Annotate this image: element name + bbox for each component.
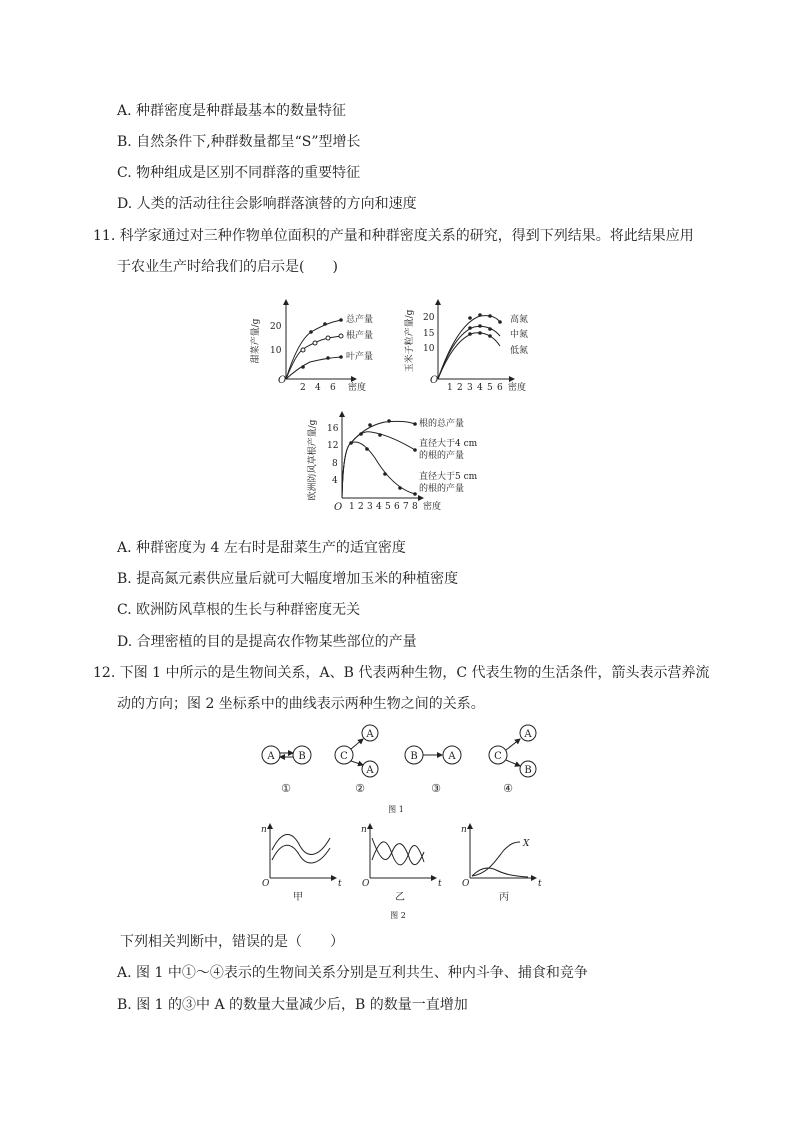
chart2-xtick: 1 — [447, 383, 453, 393]
chart3-point — [398, 486, 402, 490]
chart-beet-yield — [248, 296, 398, 396]
chart1-ytick-20: 20 — [270, 322, 282, 332]
chart2-point — [468, 332, 472, 336]
fig1-label-b: B — [410, 751, 418, 762]
fig2-origin: O — [362, 879, 370, 889]
chart3-curve-gt4cm — [342, 432, 415, 498]
chart1-point — [339, 318, 343, 322]
chart3-origin: O — [334, 502, 343, 513]
fig1-label-a: A — [366, 729, 374, 740]
chart2-point — [498, 320, 502, 324]
chart3-xtick: 4 — [376, 502, 382, 512]
q11-option-d: D. 合理密植的目的是提高农作物某些部位的产量 — [117, 634, 417, 650]
chart2-ytick-15: 15 — [423, 329, 435, 339]
chart2-point — [468, 316, 472, 320]
fig1-label-a: A — [524, 729, 532, 740]
fig2-origin: O — [262, 879, 270, 889]
chart1-origin: O — [278, 375, 287, 386]
chart2-point — [468, 326, 472, 330]
fig1-caption-1: ① — [281, 782, 291, 795]
fig1-label-c: C — [494, 751, 502, 762]
chart1-legend-root: 根产量 — [346, 331, 374, 341]
q12-stem-line1: 12. 下图 1 中所示的是生物间关系，A、B 代表两种生物，C 代表生物的生活条件，箭头表示营养流 — [93, 665, 710, 681]
chart1-point — [323, 322, 327, 326]
chart2-xtick: 4 — [477, 383, 483, 393]
chart1-point — [339, 334, 343, 338]
fig2-bing-curve-2 — [472, 868, 528, 877]
chart3-point — [359, 432, 363, 436]
q12-option-a: A. 图 1 中①～④表示的生物间关系分别是互利共生、种内斗争、捕食和竞争 — [117, 965, 588, 981]
chart3-point — [368, 423, 372, 427]
chart3-point — [378, 433, 382, 437]
fig2-axis-n: n — [361, 825, 367, 835]
fig2-yi-curve-2 — [372, 842, 424, 865]
chart3-ylabel: 欧洲防风草根产量/g — [308, 419, 318, 501]
fig1-label-a: A — [366, 765, 374, 776]
chart2-legend-mid: 中氮 — [510, 330, 529, 340]
chart3-point — [387, 419, 391, 423]
fig1-label-a: A — [448, 751, 456, 762]
chart2-origin: O — [430, 375, 439, 386]
chart3-legend-total: 根的总产量 — [419, 419, 465, 429]
chart3-xtick: 8 — [412, 502, 418, 512]
chart1-xtick-4: 4 — [315, 383, 321, 393]
chart2-ytick-10: 10 — [423, 344, 435, 354]
q12-option-b: B. 图 1 的③中 A 的数量大量减少后，B 的数量一直增加 — [117, 997, 468, 1013]
chart-corn-yield — [402, 296, 552, 396]
fig2-jia-curve-1 — [272, 834, 330, 854]
fig1-caption-2: ② — [355, 782, 365, 795]
chart2-xtick: 5 — [487, 383, 493, 393]
chart3-xtick: 6 — [394, 502, 400, 512]
chart3-xtick: 5 — [385, 502, 391, 512]
q12-question: 下列相关判断中，错误的是（ ） — [120, 934, 344, 950]
chart2-xtick: 6 — [497, 383, 503, 393]
chart-parsnip-root-yield — [305, 408, 515, 514]
fig1-label-b: B — [524, 765, 532, 776]
chart1-point — [326, 356, 330, 360]
chart3-point — [383, 472, 387, 476]
chart3-point — [413, 492, 417, 496]
chart3-xtick: 2 — [358, 502, 364, 512]
chart1-point — [339, 355, 343, 359]
chart1-point — [309, 330, 313, 334]
chart2-legend-low: 低氮 — [510, 346, 529, 356]
chart1-point — [301, 365, 305, 369]
chart3-ytick-4: 4 — [332, 476, 338, 486]
chart2-point — [478, 324, 482, 328]
chart2-xtick: 3 — [467, 383, 473, 393]
chart3-ytick-16: 16 — [327, 424, 339, 434]
q11-stem-line2: 于农业生产时给我们的启示是( ) — [117, 259, 338, 275]
q11-option-a: A. 种群密度为 4 左右时是甜菜生产的适宜密度 — [117, 540, 406, 556]
fig2-axis-n: n — [261, 825, 267, 835]
fig2-axis-t: t — [338, 879, 342, 889]
q11-option-c: C. 欧洲防风草根的生长与种群密度无关 — [117, 602, 361, 618]
chart2-ylabel: 玉米子粒产量/g — [405, 309, 415, 373]
chart3-ytick-8: 8 — [332, 459, 338, 469]
q10-option-c: C. 物种组成是区别不同群落的重要特征 — [117, 165, 361, 181]
chart2-point — [478, 313, 482, 317]
fig2-axis-t: t — [438, 879, 442, 889]
chart2-point — [488, 327, 492, 331]
chart3-legend-4cm-1: 直径大于4 cm — [419, 439, 478, 449]
chart2-xtick: 2 — [457, 383, 463, 393]
chart3-legend-4cm-2: 的根的产量 — [419, 451, 465, 461]
chart2-ytick-20: 20 — [423, 313, 435, 323]
chart1-xtick-2: 2 — [300, 383, 306, 393]
chart3-point — [413, 448, 417, 452]
chart2-xlabel: 密度 — [508, 383, 527, 393]
chart3-curve-total — [342, 421, 415, 498]
chart3-xtick: 3 — [367, 502, 373, 512]
chart1-point — [301, 348, 305, 352]
chart3-xtick: 7 — [403, 502, 409, 512]
fig1-label-c: C — [340, 751, 348, 762]
fig2-label-jia: 甲 — [293, 892, 303, 903]
chart2-point — [488, 334, 492, 338]
figure-2-population-curves — [252, 820, 552, 922]
fig1-label-b: B — [298, 751, 306, 762]
chart1-ytick-10: 10 — [270, 346, 282, 356]
fig1-label-a: A — [267, 751, 275, 762]
q11-option-b: B. 提高氮元素供应量后就可大幅度增加玉米的种植密度 — [117, 571, 459, 587]
q10-option-a: A. 种群密度是种群最基本的数量特征 — [117, 103, 347, 119]
chart1-curve-total — [286, 320, 341, 379]
chart2-point — [488, 314, 492, 318]
fig2-yi-curve-1 — [372, 838, 424, 865]
chart1-point — [313, 341, 317, 345]
chart2-point — [478, 331, 482, 335]
fig2-title: 图 2 — [390, 911, 406, 920]
fig2-label-bing: 丙 — [499, 892, 509, 903]
chart3-ytick-12: 12 — [327, 441, 339, 451]
chart2-curve-high — [438, 316, 500, 379]
chart1-xtick-6: 6 — [330, 383, 336, 393]
q10-option-b: B. 自然条件下,种群数量都呈“S”型增长 — [117, 134, 361, 150]
fig1-caption-4: ④ — [503, 782, 513, 795]
chart3-xlabel: 密度 — [423, 502, 442, 512]
q10-option-d: D. 人类的活动往往会影响群落演替的方向和速度 — [117, 196, 417, 212]
fig2-axis-t: t — [538, 879, 542, 889]
fig1-caption-3: ③ — [431, 782, 441, 795]
chart1-legend-leaf: 叶产量 — [346, 352, 374, 362]
chart3-point — [413, 422, 417, 426]
fig2-origin: O — [462, 879, 470, 889]
fig2-label-yi: 乙 — [395, 892, 405, 903]
chart3-xtick: 1 — [349, 502, 355, 512]
chart3-legend-5cm-2: 的根的产量 — [419, 484, 465, 494]
fig1-title: 图 1 — [388, 805, 404, 814]
chart3-point — [365, 447, 369, 451]
chart3-legend-5cm-1: 直径大于5 cm — [419, 472, 478, 482]
q12-stem-line2: 动的方向；图 2 坐标系中的曲线表示两种生物之间的关系。 — [117, 696, 485, 712]
chart2-legend-high: 高氮 — [510, 315, 529, 325]
fig2-axis-n: n — [461, 825, 467, 835]
chart1-xlabel: 密度 — [348, 383, 367, 393]
chart1-point — [326, 336, 330, 340]
chart1-ylabel: 甜菜产量/g — [251, 318, 261, 364]
q11-stem-line1: 11. 科学家通过对三种作物单位面积的产量和种群密度关系的研究，得到下列结果。将此结果应用 — [93, 228, 694, 244]
chart1-legend-total: 总产量 — [346, 315, 374, 325]
chart3-curve-gt5cm — [342, 442, 415, 498]
figure-1-relationships — [250, 722, 550, 816]
fig2-label-x: X — [523, 839, 530, 849]
